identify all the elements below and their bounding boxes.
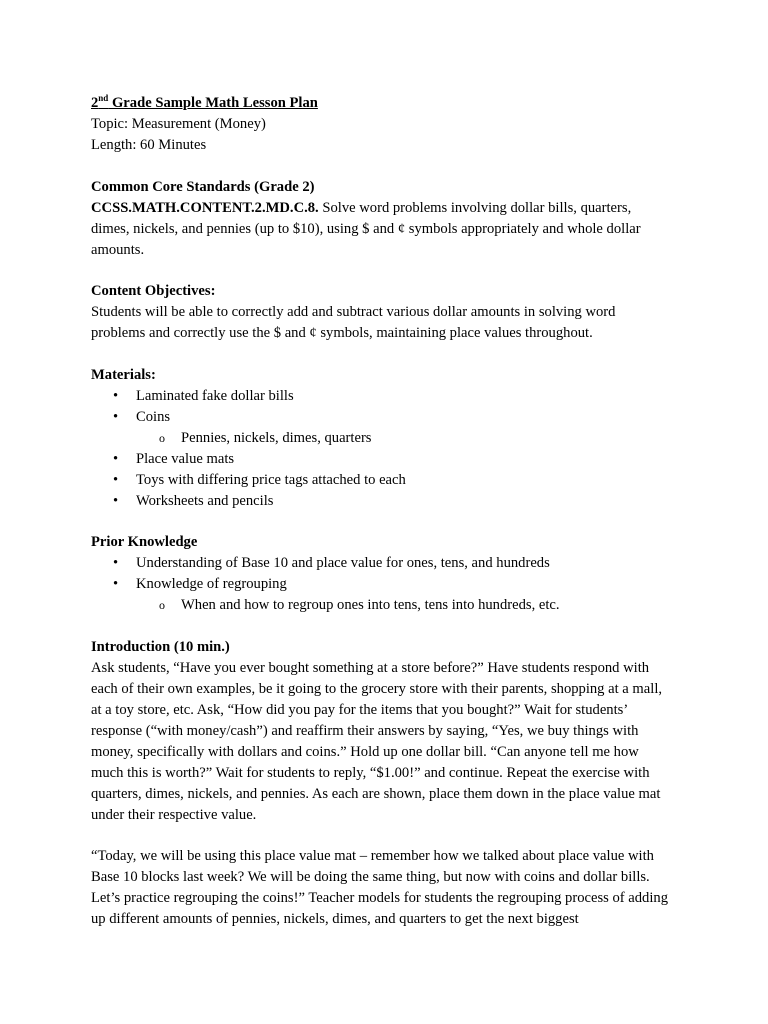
title-superscript: nd [98,93,109,104]
sub-list-item: o Pennies, nickels, dimes, quarters [91,428,688,449]
prior-knowledge-heading: Prior Knowledge [91,534,198,550]
title-grade: 2 [91,95,99,111]
standards-code: CCSS.MATH.CONTENT.2.MD.C.8. [91,199,319,216]
list-item: • Toys with differing price tags attached to each [91,470,688,491]
title-text: Grade Sample Math Lesson Plan [108,95,318,111]
objectives-heading: Content Objectives: [91,283,216,299]
topic-line: Topic: Measurement (Money) [91,116,266,132]
introduction-paragraph-1: Ask students, “Have you ever bought something at a store before?” Have students respond with each of their own examples, be it going to the grocery store with their parents, shopping at a mall, at a toy store, etc. Ask, “How did you pay for the items that you bought?” Wait for students’ response (“with money/cash”) and reaffirm their answers by saying, “Yes, we buy things with money, specifically with dollars and coins.” Hold up one dollar bill. “Can anyone tell me how much this is worth?” Wait for students to reply, “$1.00!” and continue. Repeat the exercise with quarters, dimes, nickels, and pennies. As each are shown, place them down in the place value mat under their respective value. [91,659,663,823]
length-line: Length: 60 Minutes [91,137,207,153]
page-title [91,93,688,114]
materials-list [91,386,688,512]
standards-heading: Common Core Standards (Grade 2) [91,178,315,195]
list-item: • Coins [91,407,688,428]
list-item: • Worksheets and pencils [91,491,688,512]
list-item: • Knowledge of regrouping [91,574,688,595]
standards-text: Solve word problems involving dollar bills, quarters, dimes, nickels, and pennies (up to $10), using $ and ¢ symbols appropriately and whole dollar amounts. [91,199,641,258]
list-item: • Place value mats [91,449,688,470]
materials-heading: Materials: [91,366,156,383]
standards-paragraph [91,198,671,261]
objectives-text: Students will be able to correctly add and subtract various dollar amounts in solving word problems and correctly use the $ and ¢ symbols, maintaining place values throughout. [91,304,616,341]
introduction-heading: Introduction (10 min.) [91,638,230,655]
prior-knowledge-list [91,553,688,616]
introduction-paragraph-2: “Today, we will be using this place value mat – remember how we talked about place value with Base 10 blocks last week? We will be doing the same thing, but now with coins and dollar bills. Let’s practice regrouping the coins!” Teacher models for students the regrouping process of adding up different amounts of pennies, nickels, dimes, and quarters to get the next biggest [91,848,669,927]
list-item: • Understanding of Base 10 and place value for ones, tens, and hundreds [91,553,688,574]
sub-list-item: o When and how to regroup ones into tens, tens into hundreds, etc. [91,595,688,616]
list-item: • Laminated fake dollar bills [91,386,688,407]
